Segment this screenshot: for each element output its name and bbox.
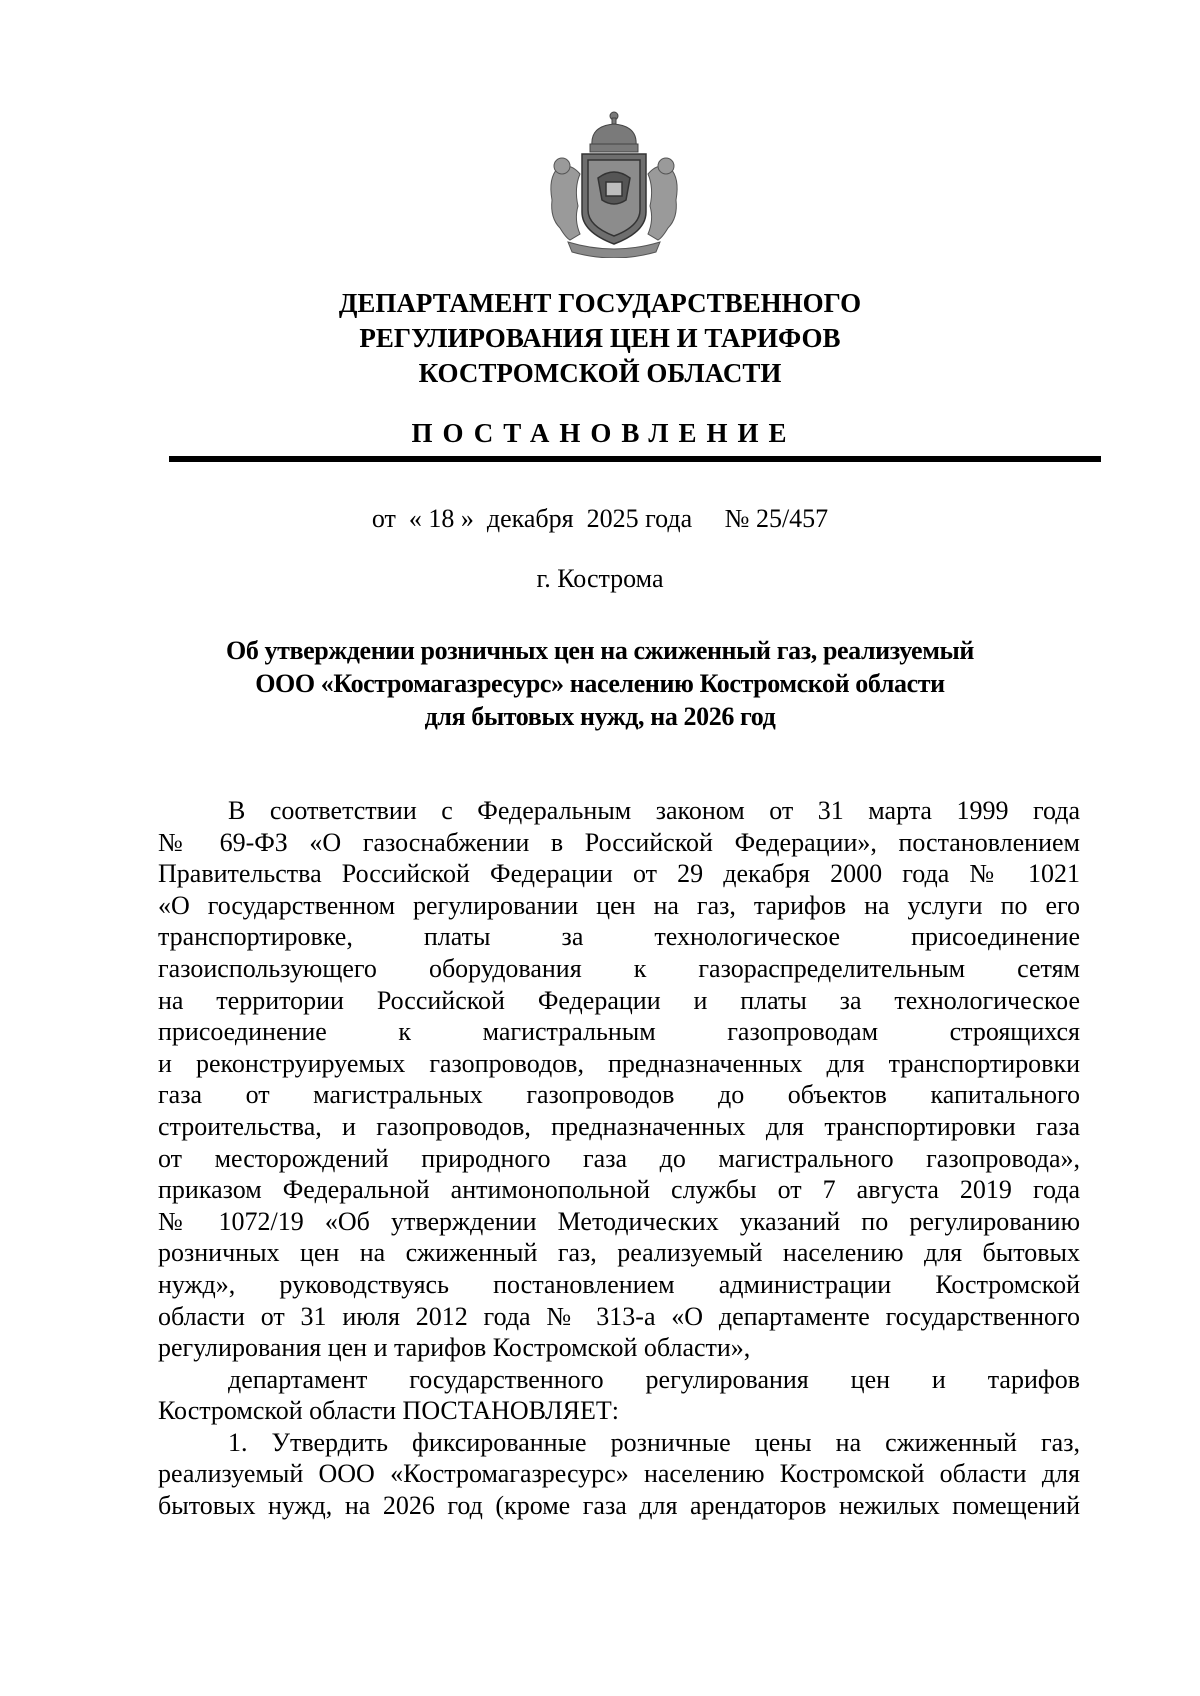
body-line: В соответствии с Федеральным законом от 31 марта 1999 года xyxy=(228,796,1080,825)
body-line: № 69-ФЗ «О газоснабжении в Российской Федерации», постановлением xyxy=(158,827,1080,857)
body-line: строительства, и газопроводов, предназначенных для транспортировки газа xyxy=(158,1111,1080,1141)
body-line: регулирования цен и тарифов Костромской области», xyxy=(158,1333,751,1363)
document-title-line-1: Об утверждении розничных цен на сжиженный газ, реализуемый xyxy=(226,636,974,665)
body-line: № 1072/19 «Об утверждении Методических указаний по регулированию xyxy=(158,1206,1080,1236)
document-title xyxy=(0,634,1200,733)
body-line: Костромской области ПОСТАНОВЛЯЕТ: xyxy=(158,1396,619,1426)
body-line: на территории Российской Федерации и платы за технологическое xyxy=(158,985,1080,1015)
body-line: от месторождений природного газа до магистрального газопровода», xyxy=(158,1143,1080,1173)
body-line: департамент государственного регулирования цен и тарифов xyxy=(228,1364,1080,1394)
header-divider xyxy=(169,456,1101,462)
department-name-line-2: РЕГУЛИРОВАНИЯ ЦЕН И ТАРИФОВ xyxy=(359,323,841,353)
body-line: 1. Утвердить фиксированные розничные цены на сжиженный газ, xyxy=(228,1427,1080,1457)
body-line: транспортировке, платы за технологическое присоединение xyxy=(158,922,1080,952)
coat-of-arms-emblem xyxy=(540,108,688,258)
body-line: розничных цен на сжиженный газ, реализуемый населению для бытовых xyxy=(158,1238,1080,1268)
date-day: « 18 » xyxy=(408,504,474,533)
document-title-line-3: для бытовых нужд, на 2026 год xyxy=(424,702,776,731)
body-line: Правительства Российской Федерации от 29 декабря 2000 года № 1021 xyxy=(158,859,1080,889)
body-line: «О государственном регулировании цен на газ, тарифов на услуги по его xyxy=(158,890,1080,920)
body-line: и реконструируемых газопроводов, предназначенных для транспортировки xyxy=(158,1048,1080,1078)
date-year: 2025 года xyxy=(586,504,693,533)
body-line: нужд», руководствуясь постановлением администрации Костромской xyxy=(158,1269,1080,1299)
document-city: г. Кострома xyxy=(536,564,664,593)
document-title-line-2: ООО «Костромагазресурс» населению Костромской области xyxy=(255,669,945,698)
body-line: реализуемый ООО «Костромагазресурс» населению Костромской области для xyxy=(158,1459,1080,1489)
body-line: бытовых нужд, на 2026 год (кроме газа для арендаторов нежилых помещений xyxy=(158,1491,1080,1521)
date-month: декабря xyxy=(486,504,574,533)
body-line: газа от магистральных газопроводов до объектов капитального xyxy=(158,1080,1080,1110)
department-name-line-3: КОСТРОМСКОЙ ОБЛАСТИ xyxy=(418,358,782,388)
document-body xyxy=(158,795,1080,1522)
body-line: области от 31 июля 2012 года № 313-а «О департаменте государственного xyxy=(158,1301,1080,1331)
body-line: присоединение к магистральным газопроводам строящихся xyxy=(158,1017,1080,1047)
date-prefix: от xyxy=(371,504,396,533)
body-line: газоиспользующего оборудования к газораспределительным сетям xyxy=(158,953,1080,983)
document-date-line xyxy=(0,504,1200,534)
department-name-line-1: ДЕПАРТАМЕНТ ГОСУДАРСТВЕННОГО xyxy=(338,288,862,318)
department-header xyxy=(0,286,1200,391)
body-line: приказом Федеральной антимонопольной службы от 7 августа 2019 года xyxy=(158,1175,1080,1205)
document-number: № 25/457 xyxy=(724,504,829,533)
document-type-heading: ПОСТАНОВЛЕНИЕ xyxy=(411,418,797,448)
